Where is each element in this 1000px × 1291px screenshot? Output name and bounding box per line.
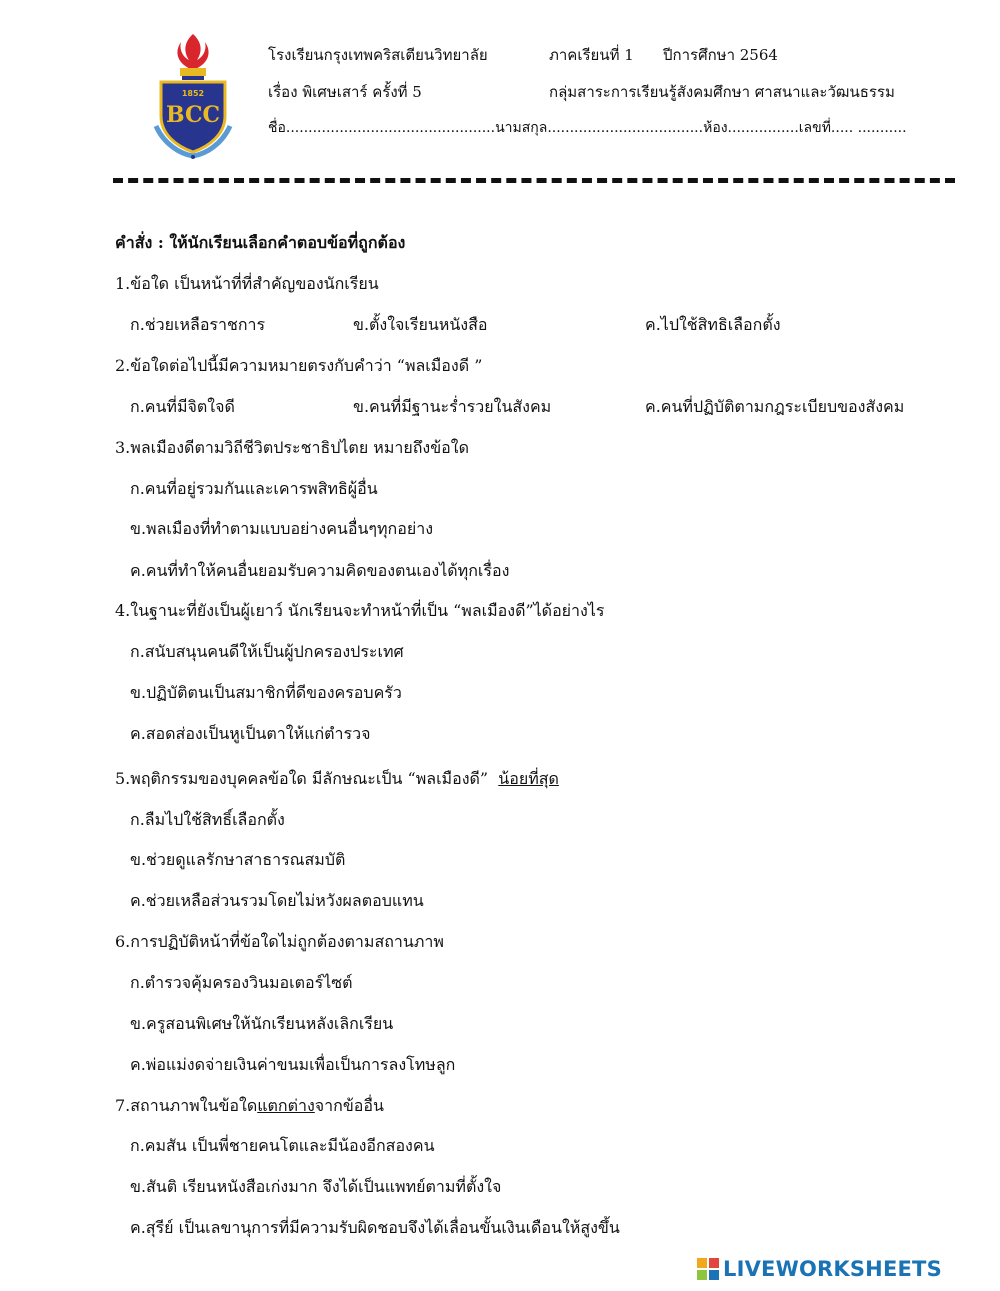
q7-option-b[interactable]: ข.สันติ เรียนหนังสือเก่งมาก จึงได้เป็นแพทย์ตามที่ตั้งใจ — [130, 1177, 502, 1196]
q4-option-a[interactable]: ก.สนับสนุนคนดีให้เป็นผู้ปกครองประเทศ — [130, 642, 404, 661]
school-name: โรงเรียนกรุงเทพคริสเตียนวิทยาลัย — [268, 46, 488, 64]
academic-year: ปีการศึกษา 2564 — [663, 46, 778, 64]
q1-option-b[interactable]: ข.ตั้งใจเรียนหนังสือ — [353, 315, 488, 334]
question-6: 6.การปฏิบัติหน้าที่ข้อใดไม่ถูกต้องตามสถานภาพ — [115, 932, 444, 951]
q6-option-c[interactable]: ค.พ่อแม่งดจ่ายเงินค่าขนมเพื่อเป็นการลงโทษลูก — [130, 1055, 456, 1074]
question-5-text: 5.พฤติกรรมของบุคคลข้อใด มีลักษณะเป็น “พลเมืองดี” — [115, 769, 489, 788]
subject-group: กลุ่มสาระการเรียนรู้สังคมศึกษา ศาสนาและวัฒนธรรม — [549, 83, 895, 101]
liveworksheets-logo-icon — [697, 1258, 719, 1280]
q5-option-a[interactable]: ก.ลืมไปใช้สิทธิ์เลือกตั้ง — [130, 810, 285, 829]
q5-option-b[interactable]: ข.ช่วยดูแลรักษาสาธารณสมบัติ — [130, 850, 346, 869]
liveworksheets-text: LIVEWORKSHEETS — [723, 1257, 942, 1281]
instruction: คำสั่ง : ให้นักเรียนเลือกคำตอบข้อที่ถูกต้อง — [115, 233, 406, 252]
q1-option-a[interactable]: ก.ช่วยเหลือราชการ — [130, 315, 266, 334]
svg-text:1852: 1852 — [181, 89, 205, 98]
question-5-emphasis: น้อยที่สุด — [498, 769, 559, 788]
q4-option-c[interactable]: ค.สอดส่องเป็นหูเป็นตาให้แก่ตำรวจ — [130, 724, 371, 743]
question-7-emphasis: แตกต่าง — [257, 1096, 315, 1115]
semester: ภาคเรียนที่ 1 — [549, 46, 634, 64]
q6-option-a[interactable]: ก.ตำรวจคุ้มครองวินมอเตอร์ไซต์ — [130, 973, 353, 992]
q3-option-b[interactable]: ข.พลเมืองที่ทำตามแบบอย่างคนอื่นๆทุกอย่าง — [130, 519, 434, 538]
divider — [113, 178, 955, 183]
q5-option-c[interactable]: ค.ช่วยเหลือส่วนรวมโดยไม่หวังผลตอบแทน — [130, 891, 424, 910]
question-7-pre: 7.สถานภาพในข้อใด — [115, 1096, 258, 1115]
question-4: 4.ในฐานะที่ยังเป็นผู้เยาว์ นักเรียนจะทำหน้าที่เป็น “พลเมืองดี”ได้อย่างไร — [115, 601, 605, 620]
q4-option-b[interactable]: ข.ปฏิบัติตนเป็นสมาชิกที่ดีของครอบครัว — [130, 683, 402, 702]
student-info-line: ชื่อ...............................................นามสกุล...................................ห้อง................เลขที่..... ........... — [268, 120, 907, 136]
q3-option-c[interactable]: ค.คนที่ทำให้คนอื่นยอมรับความคิดของตนเองได้ทุกเรื่อง — [130, 561, 510, 580]
q1-option-c[interactable]: ค.ไปใช้สิทธิเลือกตั้ง — [645, 315, 781, 334]
q6-option-b[interactable]: ข.ครูสอนพิเศษให้นักเรียนหลังเลิกเรียน — [130, 1014, 394, 1033]
q2-option-c[interactable]: ค.คนที่ปฏิบัติตามกฎระเบียบของสังคม — [645, 397, 905, 416]
question-1: 1.ข้อใด เป็นหน้าที่ที่สำคัญของนักเรียน — [115, 274, 379, 293]
q2-option-a[interactable]: ก.คนที่มีจิตใจดี — [130, 397, 235, 416]
question-5 — [115, 768, 559, 790]
q7-option-a[interactable]: ก.คมสัน เป็นพี่ชายคนโตและมีน้องอีกสองคน — [130, 1136, 435, 1155]
svg-text:BCC: BCC — [165, 102, 221, 128]
q2-option-b[interactable]: ข.คนที่มีฐานะร่ำรวยในสังคม — [353, 397, 552, 416]
q3-option-a[interactable]: ก.คนที่อยู่รวมกันและเคารพสิทธิผู้อื่น — [130, 479, 378, 498]
q7-option-c[interactable]: ค.สุรีย์ เป็นเลขานุการที่มีความรับผิดชอบจึงได้เลื่อนขั้นเงินเดือนให้สูงขึ้น — [130, 1218, 620, 1237]
topic: เรื่อง พิเศษเสาร์ ครั้งที่ 5 — [268, 83, 422, 101]
question-7-post: จากข้ออื่น — [314, 1096, 384, 1115]
question-2: 2.ข้อใดต่อไปนี้มีความหมายตรงกับคำว่า “พลเมืองดี ” — [115, 356, 483, 375]
school-logo-icon — [152, 30, 234, 160]
question-7 — [115, 1095, 384, 1117]
question-3: 3.พลเมืองดีตามวิถีชีวิตประชาธิปไตย หมายถึงข้อใด — [115, 438, 469, 457]
